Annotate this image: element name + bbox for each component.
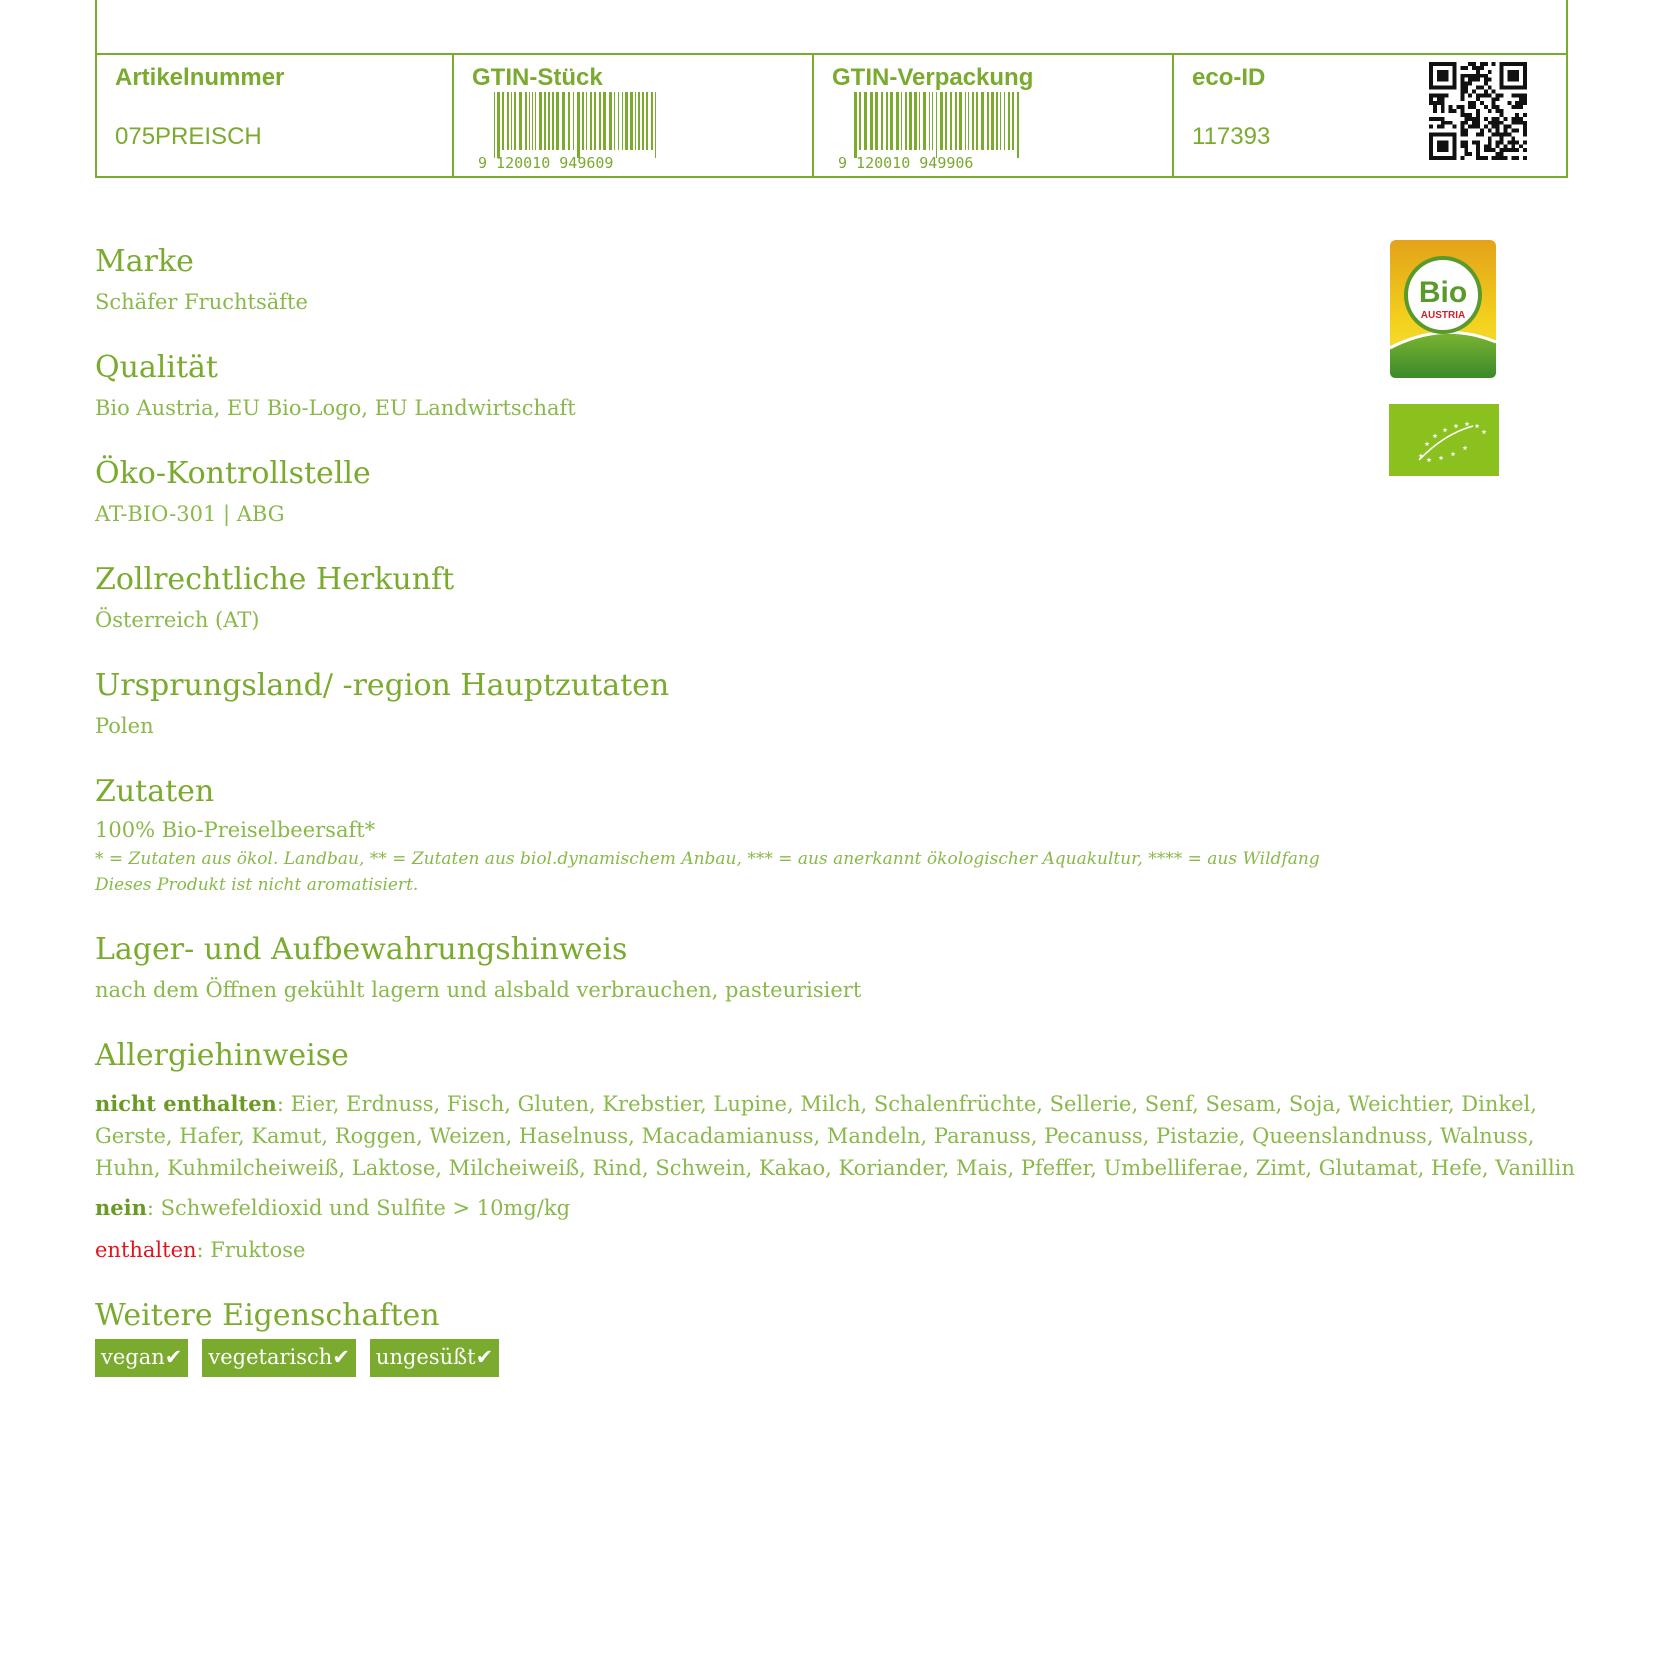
eco-id-value: 117393 [1192, 123, 1271, 150]
eco-id-label: eco-ID [1192, 64, 1266, 91]
artikelnummer-label: Artikelnummer [115, 64, 285, 91]
tag-ungesuesst: ungesüßt✔ [370, 1339, 499, 1377]
allergie-nein [95, 1192, 1575, 1224]
kontrollstelle-title: Öko-Kontrollstelle [95, 456, 371, 491]
ursprung-title: Ursprungsland/ -region Hauptzutaten [95, 668, 670, 703]
artikelnummer-cell [97, 55, 452, 176]
nicht-enthalten-label: nicht enthalten [95, 1091, 277, 1116]
zutaten-value: 100% Bio-Preiselbeersaft* [95, 818, 376, 842]
gtin-verpackung-barcode [836, 92, 1026, 170]
allergie-enthalten [95, 1234, 1575, 1266]
eco-id-cell [1172, 55, 1566, 176]
product-id-table [95, 0, 1568, 178]
tag-vegan: vegan✔ [95, 1339, 188, 1377]
enthalten-label: enthalten [95, 1238, 197, 1262]
qr-code [1429, 62, 1527, 160]
nein-label: nein [95, 1195, 147, 1220]
qualitaet-title: Qualität [95, 350, 218, 385]
property-tags [95, 1339, 499, 1377]
marke-value: Schäfer Fruchtsäfte [95, 290, 308, 314]
tag-vegetarisch: vegetarisch✔ [202, 1339, 356, 1377]
herkunft-title: Zollrechtliche Herkunft [95, 562, 455, 597]
gtin-verpackung-code: 9 120010 949906 [838, 154, 974, 170]
gtin-stueck-code: 9 120010 949609 [478, 154, 614, 170]
gtin-stueck-cell [452, 55, 812, 176]
bio-logo-subtext: AUSTRIA [1420, 310, 1466, 321]
eu-bio-logo [1389, 404, 1499, 476]
allergie-nicht-enthalten [95, 1088, 1575, 1184]
marke-title: Marke [95, 244, 194, 279]
zutaten-title: Zutaten [95, 774, 215, 809]
lager-value: nach dem Öffnen gekühlt lagern und alsbald verbrauchen, pasteurisiert [95, 978, 862, 1002]
bio-austria-logo [1390, 240, 1496, 378]
weitere-title: Weitere Eigenschaften [95, 1298, 440, 1333]
bio-logo-text: Bio [1418, 276, 1468, 309]
enthalten-value: : Fruktose [196, 1238, 306, 1262]
zutaten-footnote: * = Zutaten aus ökol. Landbau, ** = Zutaten aus biol.dynamischem Anbau, *** = aus anerkannt ökologischer Aquakultur, **** = aus Wildfang [95, 849, 1320, 869]
gtin-stueck-barcode [476, 92, 666, 170]
nein-value: : Schwefeldioxid und Sulfite > 10mg/kg [146, 1196, 571, 1220]
lager-title: Lager- und Aufbewahrungshinweis [95, 932, 628, 967]
qualitaet-value: Bio Austria, EU Bio-Logo, EU Landwirtschaft [95, 396, 576, 420]
kontrollstelle-value: AT-BIO-301 | ABG [95, 502, 285, 526]
allergie-title: Allergiehinweise [95, 1038, 349, 1073]
gtin-stueck-label: GTIN-Stück [472, 64, 603, 91]
artikelnummer-value: 075PREISCH [115, 123, 262, 150]
gtin-verpackung-cell [812, 55, 1172, 176]
gtin-verpackung-label: GTIN-Verpackung [832, 64, 1034, 91]
herkunft-value: Österreich (AT) [95, 608, 260, 632]
nicht-enthalten-list: : Eier, Erdnuss, Fisch, Gluten, Krebstier, Lupine, Milch, Schalenfrüchte, Sellerie, Senf, Sesam, Soja, Weichtier, Dinkel, Gerste, Hafer, Kamut, Roggen, Weizen, Haselnuss, Macadamianuss, Mandeln, Paranuss, Pecanuss, Pistazie, Queenslandnuss, Walnuss, Huhn, Kuhmilcheiweiß, Laktose, Milcheiweiß, Rind, Schwein, Kakao, Koriander, Mais, Pfeffer, Umbelliferae, Zimt, Glutamat, Hefe, Vanillin [95, 1092, 1575, 1180]
ursprung-value: Polen [95, 714, 154, 738]
zutaten-aroma-note: Dieses Produkt ist nicht aromatisiert. [95, 875, 419, 895]
